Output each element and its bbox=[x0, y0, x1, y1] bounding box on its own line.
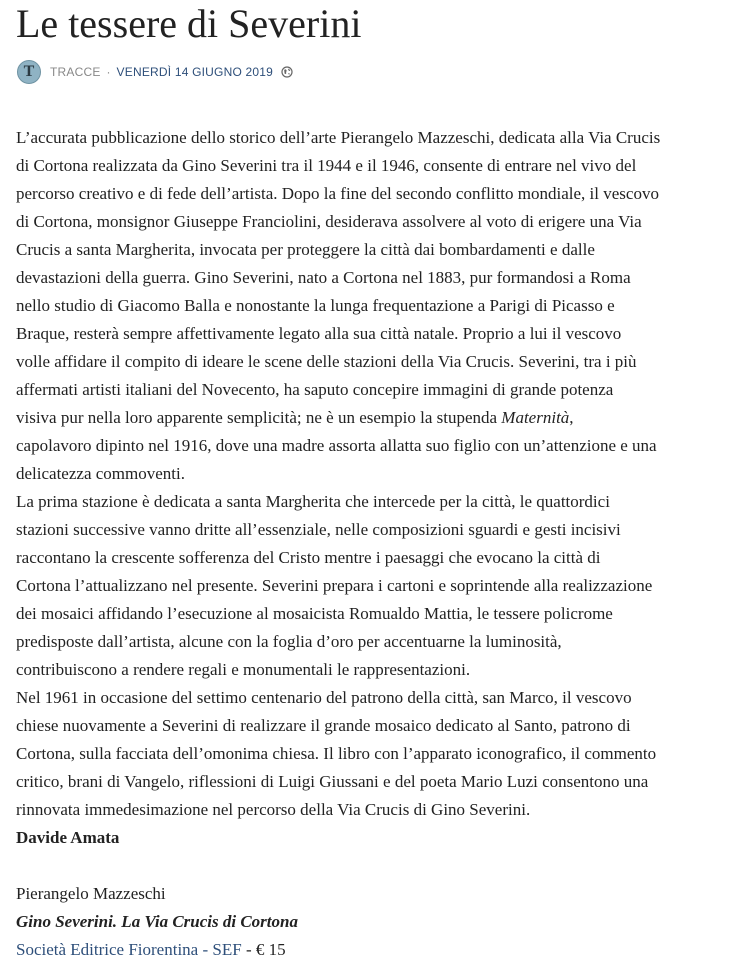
book-price: - € 15 bbox=[241, 940, 286, 959]
book-author: Pierangelo Mazzeschi bbox=[16, 884, 166, 903]
book-publisher-line bbox=[16, 936, 736, 964]
article-meta bbox=[17, 59, 293, 85]
meta-separator: · bbox=[106, 65, 111, 79]
section-avatar[interactable] bbox=[17, 60, 41, 84]
article-body bbox=[16, 124, 736, 964]
article-paragraph: La prima stazione è dedicata a santa Margherita che intercede per la città, le quattordici stazioni successive vanno dritte all’essenziale, nelle composizioni sguardi e gesti incisivi raccontano la crescente sofferenza del Cristo mentre i paesaggi che evocano la città di Cortona l’attualizzano nel presente. Severini prepara i cartoni e soprintende alla realizzazione dei mosaici affidando l’esecuzione al mosaicista Romualdo Mattia, le tessere policrome predisposte dall’artista, alcune con la foglia d’oro per accentuarne la luminosità, contribuiscono a rendere regali e monumentali le rappresentazioni. bbox=[16, 492, 653, 679]
article-paragraph bbox=[16, 124, 736, 488]
publisher-link[interactable]: Società Editrice Fiorentina - SEF bbox=[16, 940, 242, 959]
paragraph-text: L’accurata pubblicazione dello storico dell’arte Pierangelo Mazzeschi, dedicata alla Via Crucis di Cortona realizzata da Gino Severini tra il 1944 e il 1946, consente di entrare nel vivo del percorso creativo e di fede dell’artista. Dopo la fine del secondo conflitto mondiale, il vescovo di Cortona, monsignor Giuseppe Franciolini, desiderava assolvere al voto di erigere una Via Crucis a santa Margherita, invocata per proteggere la città dai bombardamenti e dalle devastazioni della guerra. Gino Severini, nato a Cortona nel 1883, pur formandosi a Roma nello studio di Giacomo Balla e nonostante la lunga frequentazione a Parigi di Picasso e Braque, resterà sempre affettivamente legato alla sua città natale. Proprio a lui il vescovo volle affidare il compito di ideare le scene delle stazioni della Via Crucis. Severini, tra i più affermati artisti italiani del Novecento, ha saputo concepire immagini di grande potenza visiva pur nella loro apparente semplicità; ne è un esempio la stupenda bbox=[16, 128, 661, 427]
artwork-title: Maternità bbox=[501, 408, 570, 427]
paragraph-text: , capolavoro dipinto nel 1916, dove una madre assorta allatta suo figlio con un’attenzione e una delicatezza commoventi. bbox=[16, 408, 657, 483]
section-tag[interactable]: TRACCE bbox=[50, 65, 101, 79]
article-title: Le tessere di Severini bbox=[16, 1, 362, 46]
article-paragraph: Nel 1961 in occasione del settimo centenario del patrono della città, san Marco, il vescovo chiese nuovamente a Severini di realizzare il grande mosaico dedicato al Santo, patrono di Cortona, sulla facciata dell’omonima chiesa. Il libro con l’apparato iconografico, il commento critico, brani di Vangelo, riflessioni di Luigi Giussani e del poeta Mario Luzi consentono una rinnovata immedesimazione nel percorso della Via Crucis di Gino Severini. bbox=[16, 688, 657, 819]
publish-date: VENERDÌ 14 GIUGNO 2019 bbox=[116, 65, 274, 79]
globe-icon bbox=[281, 66, 293, 78]
book-title: Gino Severini. La Via Crucis di Cortona bbox=[16, 912, 298, 931]
spacer bbox=[16, 852, 736, 880]
avatar-letter: T bbox=[23, 63, 35, 80]
article-author: Davide Amata bbox=[16, 828, 120, 847]
